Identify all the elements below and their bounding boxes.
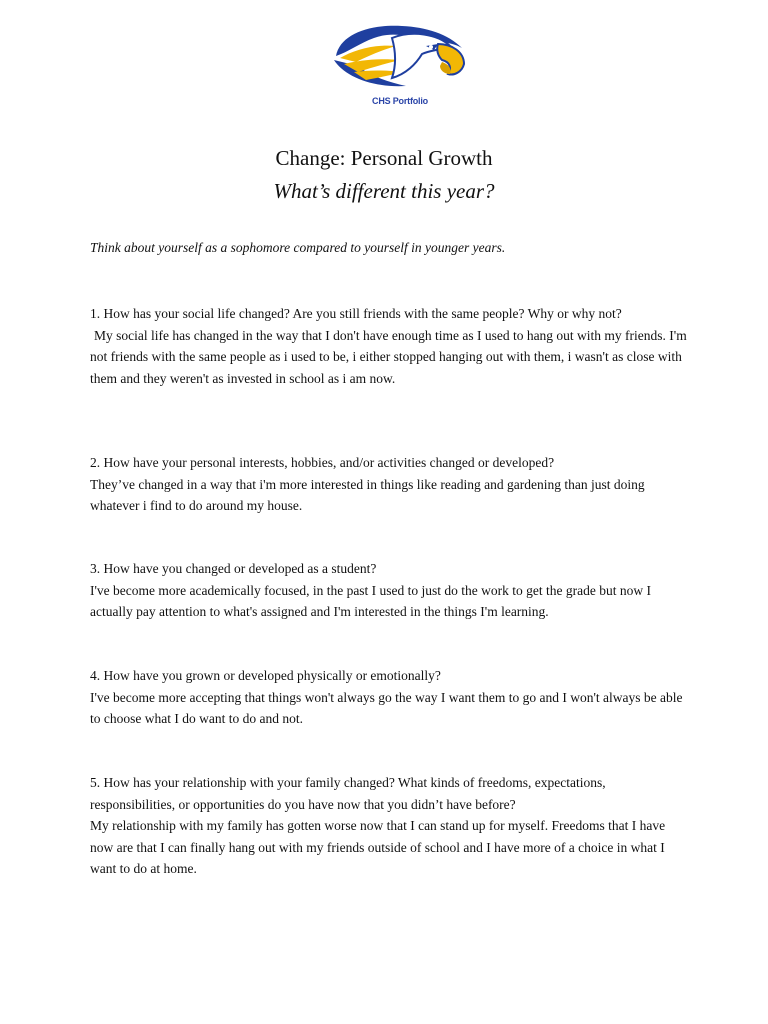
answer-3: I've become more academically focused, in the past I used to just do the work to get the grade but now I actually pay attention to what's assigned and I'm interested in the things I'm learning. — [90, 582, 652, 619]
question-5: 5. How has your relationship with your family changed? What kinds of freedoms, expectations, responsibilities, or opportunities do you have now that you didn’t have before? — [90, 775, 606, 812]
question-block-3 — [90, 558, 690, 623]
question-4: 4. How have you grown or developed physically or emotionally? — [90, 668, 441, 683]
logo-caption: CHS Portfolio — [372, 96, 428, 106]
page-title: Change: Personal Growth — [275, 146, 493, 170]
question-1: 1. How has your social life changed? Are you still friends with the same people? Why or why not? — [90, 306, 622, 321]
answer-1: My social life has changed in the way that I don't have enough time as I used to hang out with my friends. I'm not friends with the same people as i used to be, i either stopped hanging out with them, i wasn't as close with them and they weren't as invested in school as i am now. — [90, 327, 687, 386]
intro-text: Think about yourself as a sophomore compared to yourself in younger years. — [90, 240, 506, 255]
question-2: 2. How have your personal interests, hobbies, and/or activities changed or developed? — [90, 455, 555, 470]
answer-2: They’ve changed in a way that i'm more interested in things like reading and gardening than just doing whatever i find to do around my house. — [90, 476, 645, 513]
eagle-logo-icon — [330, 20, 470, 94]
question-block-1 — [90, 303, 690, 389]
question-block-4 — [90, 665, 690, 730]
school-logo — [330, 20, 470, 106]
question-block-2 — [90, 452, 690, 517]
question-3: 3. How have you changed or developed as a student? — [90, 561, 377, 576]
answer-5: My relationship with my family has gotten worse now that I can stand up for myself. Freedoms that I have now are that I can finally hang out with my friends outside of school and I have more of a choice in what I want to do at home. — [90, 818, 666, 876]
page-subtitle: What’s different this year? — [273, 179, 495, 203]
question-block-5 — [90, 772, 690, 880]
answer-4: I've become more accepting that things won't always go the way I want them to go and I won't always be able to choose what I do want to do and not. — [90, 689, 683, 726]
